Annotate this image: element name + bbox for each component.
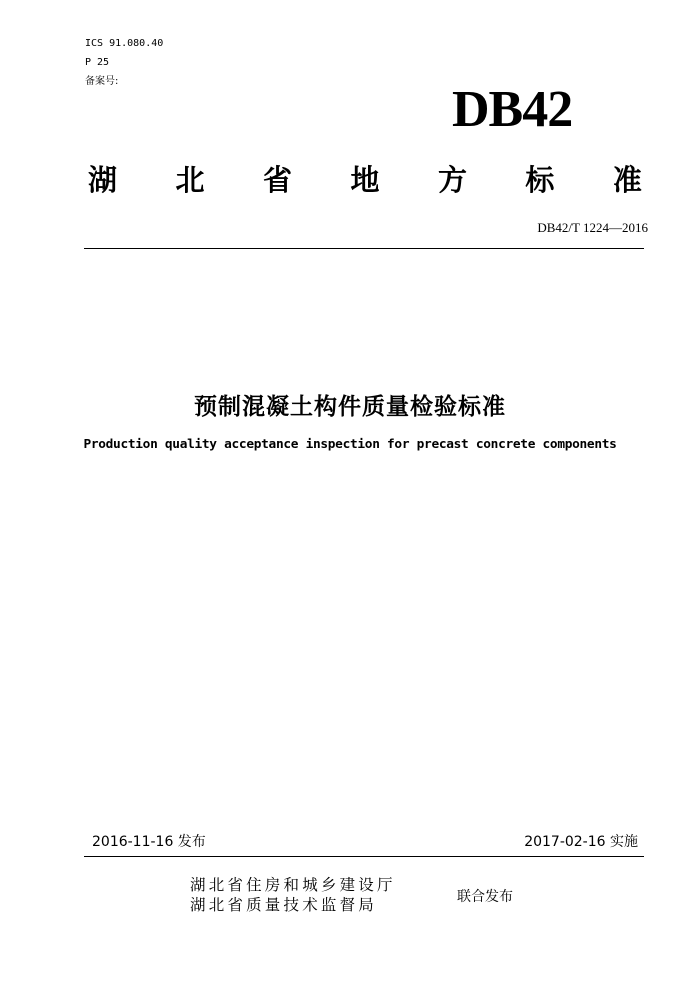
standard-type-char: 湖 <box>88 163 118 197</box>
standard-type-char: 准 <box>612 163 642 197</box>
implementation-date: 2017-02-16 实施 <box>524 834 638 850</box>
bottom-divider <box>84 856 644 857</box>
document-title-chinese: 预制混凝土构件质量检验标准 <box>194 394 506 420</box>
classification-code: P 25 <box>85 57 110 68</box>
standard-type-char: 方 <box>437 163 467 197</box>
joint-issue-label: 联合发布 <box>457 889 513 905</box>
issue-date: 2016-11-16 发布 <box>92 834 206 850</box>
standard-type-char: 地 <box>350 163 380 197</box>
record-number-label: 备案号: <box>85 76 119 87</box>
document-title-english: Production quality acceptance inspection for precast concrete components <box>83 437 617 452</box>
standard-type-heading <box>88 160 642 200</box>
ics-code: ICS 91.080.40 <box>85 38 164 49</box>
issuer-housing-department: 湖北省住房和城乡建设厅 <box>190 876 396 894</box>
top-divider <box>84 248 644 249</box>
standard-type-char: 标 <box>525 163 555 197</box>
standard-number: DB42/T 1224—2016 <box>537 220 648 235</box>
standard-type-char: 省 <box>262 163 292 197</box>
standard-type-char: 北 <box>175 163 205 197</box>
standard-code-logo: DB42 <box>452 81 573 138</box>
issuer-quality-bureau: 湖北省质量技术监督局 <box>190 896 378 914</box>
